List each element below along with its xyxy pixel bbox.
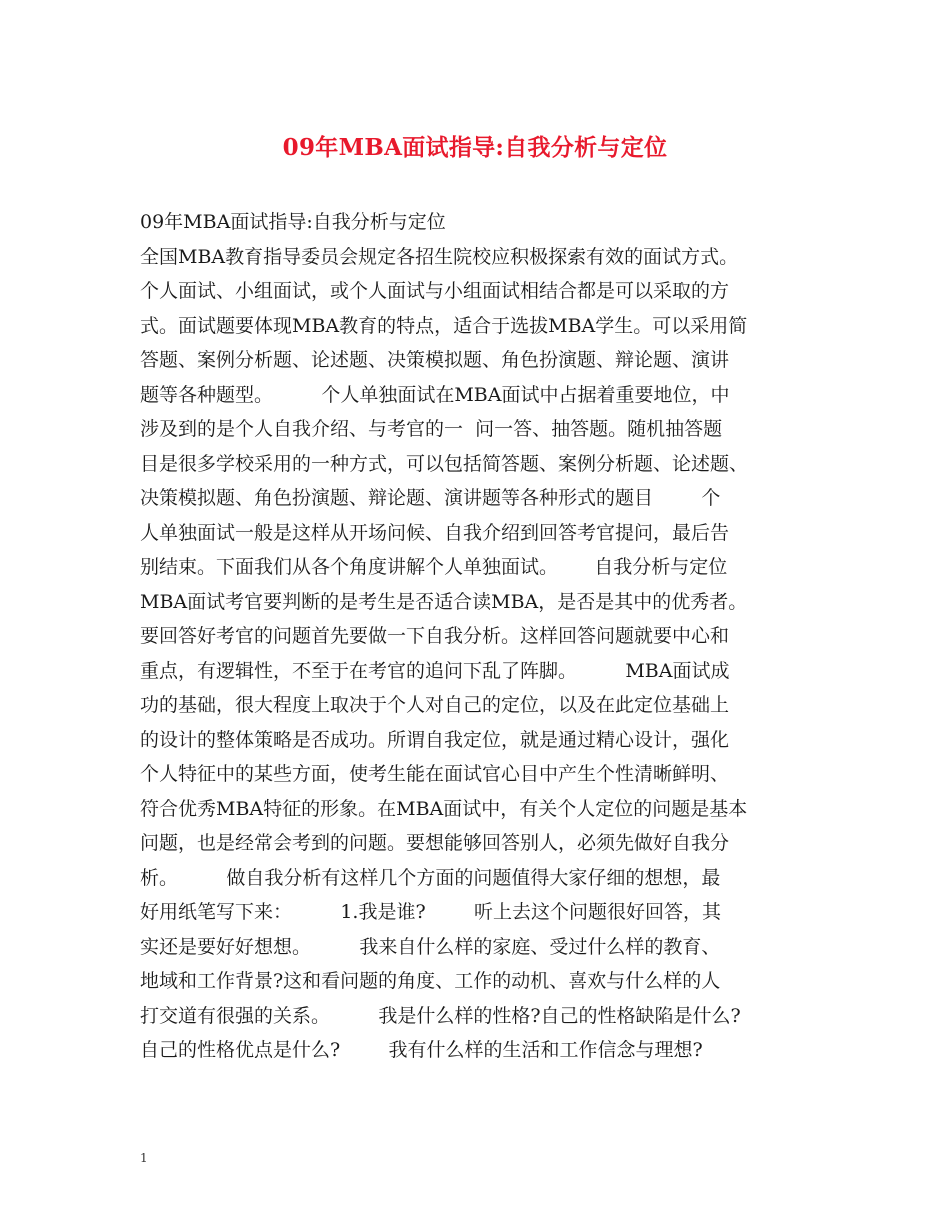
body-line: 答题、案例分析题、论述题、决策模拟题、角色扮演题、辩论题、演讲: [140, 349, 730, 371]
body-line: 09年MBA面试指导:自我分析与定位: [140, 211, 446, 233]
body-line: 问题，也是经常会考到的问题。要想能够回答别人，必须先做好自我分: [140, 832, 730, 854]
page-number: 1: [140, 1151, 148, 1165]
body-line: 涉及到的是个人自我介绍、与考官的一 问一答、抽答题。随机抽答题: [140, 418, 723, 440]
body-line: 全国MBA教育指导委员会规定各招生院校应积极探索有效的面试方式。: [140, 245, 739, 268]
body-line: 符合优秀MBA特征的形象。在MBA面试中，有关个人定位的问题是基本: [140, 797, 748, 820]
body-line: 实还是要好好想想。 我来自什么样的家庭、受过什么样的教育、: [140, 935, 721, 958]
body-line: 地域和工作背景?这和看问题的角度、工作的动机、喜欢与什么样的人: [140, 970, 721, 992]
body-line: 好用纸笔写下来： 1.我是谁? 听上去这个问题很好回答，其: [140, 901, 721, 923]
body-line: 自己的性格优点是什么? 我有什么样的生活和工作信念与理想?: [140, 1039, 703, 1061]
body-line: 人单独面试一般是这样从开场问候、自我介绍到回答考官提问，最后告: [140, 521, 730, 544]
body-line: 析。 做自我分析有这样几个方面的问题值得大家仔细的想想，最: [140, 866, 721, 889]
body-line: 别结束。下面我们从各个角度讲解个人单独面试。 自我分析与定位: [140, 556, 728, 578]
body-line: 打交道有很强的关系。 我是什么样的性格?自己的性格缺陷是什么?: [140, 1004, 741, 1027]
body-line: 重点，有逻辑性，不至于在考官的追问下乱了阵脚。 MBA面试成: [140, 659, 730, 682]
body-line: 的设计的整体策略是否成功。所谓自我定位，就是通过精心设计，强化: [140, 728, 730, 751]
document-body: [140, 205, 840, 1068]
body-line: 题等各种题型。 个人单独面试在MBA面试中占据着重要地位，中: [140, 383, 730, 406]
body-line: 个人面试、小组面试，或个人面试与小组面试相结合都是可以采取的方: [140, 280, 730, 302]
body-line: 功的基础，很大程度上取决于个人对自己的定位，以及在此定位基础上: [140, 694, 730, 716]
body-line: MBA面试考官要判断的是考生是否适合读MBA，是否是其中的优秀者。: [140, 590, 748, 613]
body-line: 决策模拟题、角色扮演题、辩论题、演讲题等各种形式的题目 个: [140, 487, 721, 509]
body-line: 目是很多学校采用的一种方式，可以包括简答题、案例分析题、论述题、: [140, 452, 749, 475]
body-line: 式。面试题要体现MBA教育的特点，适合于选拔MBA学生。可以采用简: [140, 314, 748, 337]
document-title: 09年MBA面试指导:自我分析与定位: [282, 134, 668, 161]
body-line: 要回答好考官的问题首先要做一下自我分析。这样回答问题就要中心和: [140, 625, 730, 647]
body-line: 个人特征中的某些方面，使考生能在面试官心目中产生个性清晰鲜明、: [140, 763, 730, 785]
